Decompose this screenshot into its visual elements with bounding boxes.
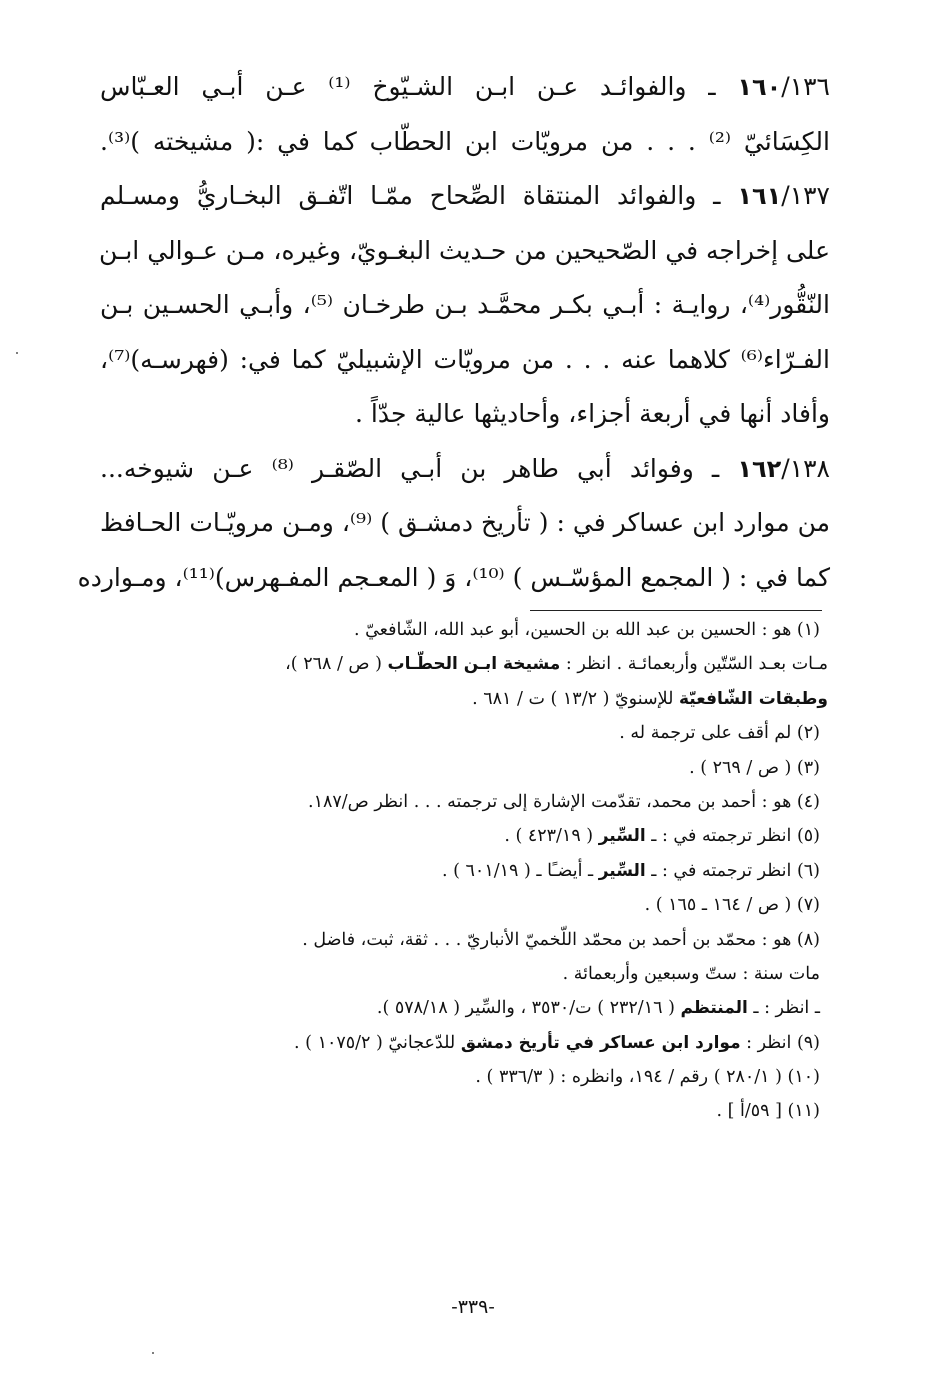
footnote-line — [120, 963, 820, 988]
footnote-line — [120, 757, 820, 782]
footnote-line — [120, 622, 820, 644]
footnote-bold-text: موارد ابن عساكر في تأريخ دمشق — [460, 1032, 741, 1053]
main-line — [100, 344, 830, 377]
footnote-text: (٣) ( ص / ٢٦٩ ) . — [689, 757, 820, 778]
footnote-text: ( ٤٢٣/١٩ ) . — [504, 826, 599, 847]
footnote-line — [120, 929, 820, 954]
main-line-text: /١٣٨ ـ وفوائد أبي طاهر بن أبـي الصّقـر ⁽⁸⁾ عـن شيوخه... — [100, 453, 830, 483]
footnote-text: للدّعجانيّ ( ١٠٧٥/٢ ) . — [294, 1032, 461, 1053]
main-line — [100, 401, 830, 431]
footnote-line — [120, 1032, 820, 1057]
footnote-bold-text: المنتظم — [680, 998, 748, 1019]
footnote-line — [120, 656, 828, 678]
main-line-text: وأفاد أنها في أربعة أجزاء، وأحاديثها عالية جدّاً . — [355, 399, 830, 428]
footnote-text: للإسنويّ ( ١٣/٢ ) ت / ٦٨١ . — [472, 688, 679, 709]
main-line — [100, 510, 830, 540]
main-line-text: النّقُّور⁽⁴⁾، روايـة : أبـي بكـر محمَّـد بـن طرخـان ⁽⁵⁾، وأبـي الحسـين بـن — [100, 290, 830, 319]
entry-number: ١٦١ — [737, 182, 782, 210]
footnotes — [120, 620, 828, 1138]
footnote-text: ـ أيضـًا ـ ( ٦٠١/١٩ ) . — [442, 860, 599, 881]
footnote-line — [120, 828, 820, 850]
footnote-divider — [530, 610, 822, 611]
main-line — [100, 126, 830, 159]
page-number: -٣٣٩- — [451, 1296, 495, 1318]
footnote-text: (٦) انظر ترجمته في : ـ — [645, 860, 820, 881]
main-line-text: كما في : ( المجمع المؤسّـس ) ⁽¹⁰⁾، وَ ( المعـجم المفـهرس)⁽¹¹⁾، ومـوارده — [77, 562, 830, 592]
footnote-line — [120, 688, 828, 713]
footnote-text: (٧) ( ص / ١٦٤ ـ ١٦٥ ) . — [644, 895, 820, 916]
footnote-line — [120, 791, 820, 816]
footnote-text: مات سنة : ستّ وسبعين وأربعمائة . — [562, 963, 820, 984]
main-line-text: الكِسَائيّ ⁽²⁾ . . . من مرويّات ابن الحطّاب كما في :( مشيخته )⁽³⁾. — [100, 126, 830, 156]
main-line — [100, 453, 830, 486]
footnote-text: (٢) لم أقف على ترجمة له . — [619, 723, 820, 744]
footnote-line — [120, 860, 820, 885]
footnote-text: (٥) انظر ترجمته في : ـ — [645, 826, 820, 847]
footnote-text: (١٠) ( ٢٨٠/١ ) رقم / ١٩٤، وانظره : ( ٣٣٦/٣ ) . — [475, 1067, 820, 1088]
main-line-text: /١٣٦ ـ والفوائـد عـن ابـن الشـيّوخ ⁽¹⁾ عـن أبـي العـبّاس — [100, 72, 830, 101]
footnote-bold-text: السِّير — [598, 860, 646, 881]
footnote-line — [120, 725, 820, 747]
footnote-text: (٩) انظر : — [740, 1032, 820, 1053]
footnote-text: ـ انظر : ـ — [747, 998, 820, 1019]
footnote-bold-text: وطبقات الشّافعيّة — [678, 688, 828, 709]
main-line — [100, 292, 830, 322]
scan-speck — [16, 352, 18, 354]
footnote-line — [120, 897, 820, 919]
main-line-text: /١٣٧ ـ والفوائد المنتقاة الصِّحاح ممّـا اتّفـق البخـاريُّ ومسـلم — [100, 181, 830, 210]
main-text — [77, 72, 830, 619]
footnote-text: ( ٢٣٢/١٦ ) ت/٣٥٣٠ ، والسِّير ( ٥٧٨/١٨ ). — [376, 998, 681, 1019]
footnote-text: مـات بعـد السّتّين وأربعمائـة . انظر : — [560, 654, 828, 675]
main-line — [77, 562, 830, 595]
main-line-text: من موارد ابن عساكر في : ( تأريخ دمشـق ) ⁽⁹⁾، ومـن مرويّـات الحـافظ — [100, 508, 830, 537]
main-line — [100, 183, 830, 213]
footnote-text: ( ص / ٢٦٨ )، — [285, 654, 388, 675]
entry-number: ١٦٢ — [737, 454, 782, 483]
footnote-bold-text: مشيخة ابـن الحطّـاب — [387, 654, 561, 675]
scan-speck — [152, 1352, 154, 1354]
entry-number: ١٦٠ — [737, 73, 782, 101]
footnote-text: (١١) [ ٥٩/أ ] . — [716, 1101, 820, 1122]
footnote-text: (٤) هو : أحمد بن محمد، تقدّمت الإشارة إلى ترجمته . . . انظر ص/١٨٧. — [308, 791, 820, 812]
footnote-line — [120, 1000, 820, 1022]
main-line — [100, 74, 830, 104]
footnote-text: (٨) هو : محمّد بن أحمد بن محمّد اللّخميّ الأنباريّ . . . ثقة، ثبت، فاضل . — [302, 929, 820, 950]
main-line — [98, 235, 830, 268]
footnote-line — [120, 1069, 820, 1091]
footnote-text: (١) هو : الحسين بن عبد الله بن الحسين، أبو عبد الله، الشّافعيّ . — [353, 620, 820, 640]
footnote-line — [120, 1103, 820, 1125]
footnote-bold-text: السِّير — [598, 826, 646, 847]
main-line-text: على إخراجه في الصّحيحين من حـديث البغـويّ، وغيره، مـن عـوالي ابـن — [98, 235, 830, 265]
main-line-text: الفـرّاء⁽⁶⁾ كلاهما عنه . . . من مرويّات الإشبيليّ كما في: (فهرسـه)⁽⁷⁾، — [100, 344, 830, 374]
